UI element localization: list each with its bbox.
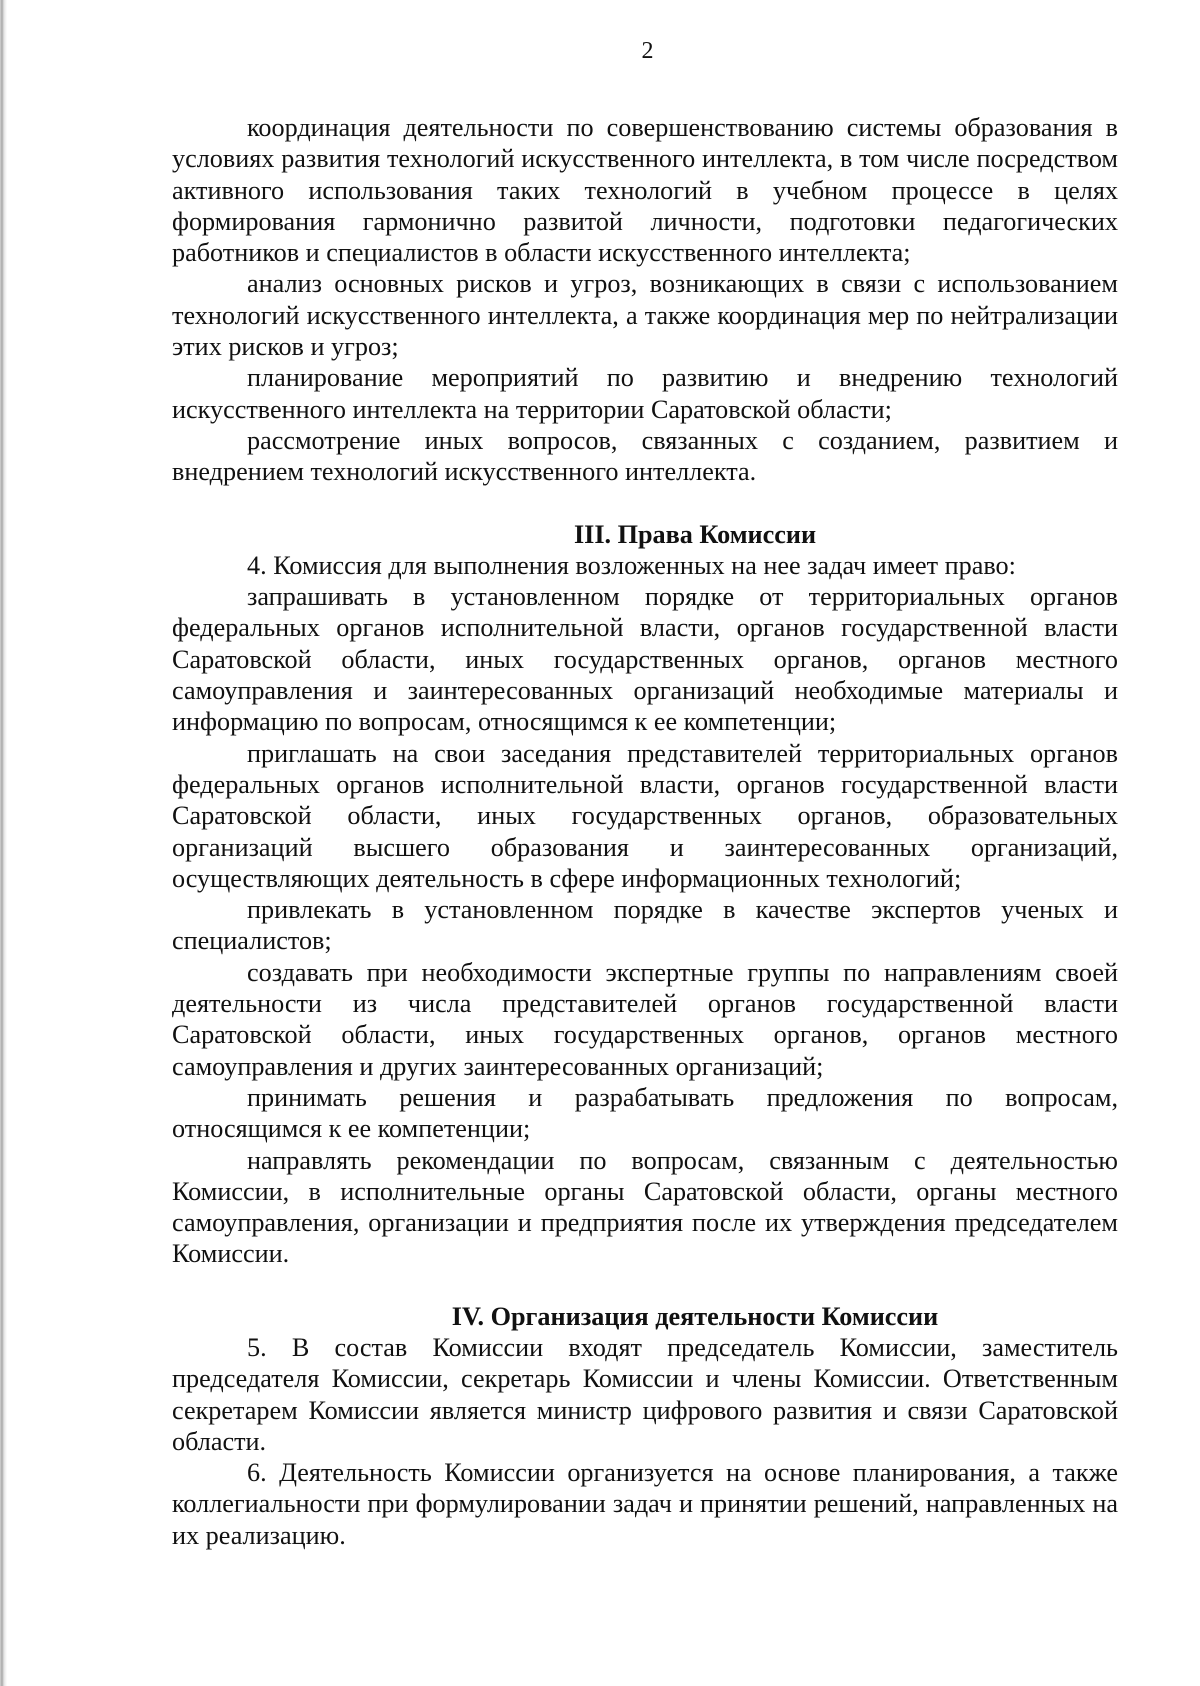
paragraph: принимать решения и разрабатывать предложения по вопросам, относящимся к ее компетенции; bbox=[172, 1082, 1118, 1144]
page-number: 2 bbox=[641, 38, 654, 64]
section-heading-text: IV. Организация деятельности Комиссии bbox=[451, 1301, 939, 1331]
section-heading-text: III. Права Комиссии bbox=[573, 519, 817, 549]
document-body bbox=[172, 112, 1118, 1551]
paragraph: создавать при необходимости экспертные группы по направлениям своей деятельности из числа представителей органов государственной власти Саратовской области, иных государственных органов, органов местного самоуправления и других заинтересованных организаций; bbox=[172, 957, 1118, 1081]
paragraph: рассмотрение иных вопросов, связанных с созданием, развитием и внедрением технологий искусственного интеллекта. bbox=[172, 425, 1118, 487]
paragraph: 4. Комиссия для выполнения возложенных на нее задач имеет право: bbox=[247, 550, 1016, 580]
paragraph: приглашать на свои заседания представителей территориальных органов федеральных органов исполнительной власти, органов государственной власти Саратовской области, иных государственных органов, образовательных организаций высшего образования и заинтересованных организаций, осуществляющих деятельность в сфере информационных технологий; bbox=[172, 738, 1118, 893]
paragraph: запрашивать в установленном порядке от территориальных органов федеральных органов исполнительной власти, органов государственной власти Саратовской области, иных государственных органов, органов местного самоуправления и заинтересованных организаций необходимые материалы и информацию по вопросам, относящимся к ее компетенции; bbox=[172, 582, 1118, 737]
section-heading bbox=[172, 519, 1118, 550]
paragraph: анализ основных рисков и угроз, возникающих в связи с использованием технологий искусственного интеллекта, а также координация мер по нейтрализации этих рисков и угроз; bbox=[172, 269, 1118, 362]
paragraph: 5. В состав Комиссии входят председатель Комиссии, заместитель председателя Комиссии, секретарь Комиссии и члены Комиссии. Ответственным секретарем Комиссии является министр цифрового развития и связи Саратовской области. bbox=[172, 1332, 1118, 1456]
paragraph: направлять рекомендации по вопросам, связанным с деятельностью Комиссии, в исполнительные органы Саратовской области, органы местного самоуправления, организации и предприятия после их утверждения председателем Комиссии. bbox=[172, 1145, 1118, 1269]
paragraph: координация деятельности по совершенствованию системы образования в условиях развития технологий искусственного интеллекта, в том числе посредством активного использования таких технологий в учебном процессе в целях формирования гармонично развитой личности, подготовки педагогических работников и специалистов в области искусственного интеллекта; bbox=[172, 113, 1118, 268]
section-heading bbox=[172, 1301, 1118, 1332]
paragraph: 6. Деятельность Комиссии организуется на основе планирования, а также коллегиальности при формулировании задач и принятии решений, направленных на их реализацию. bbox=[172, 1458, 1118, 1550]
paragraph: привлекать в установленном порядке в качестве экспертов ученых и специалистов; bbox=[172, 895, 1118, 956]
paragraph: планирование мероприятий по развитию и внедрению технологий искусственного интеллекта на территории Саратовской области; bbox=[172, 363, 1118, 424]
